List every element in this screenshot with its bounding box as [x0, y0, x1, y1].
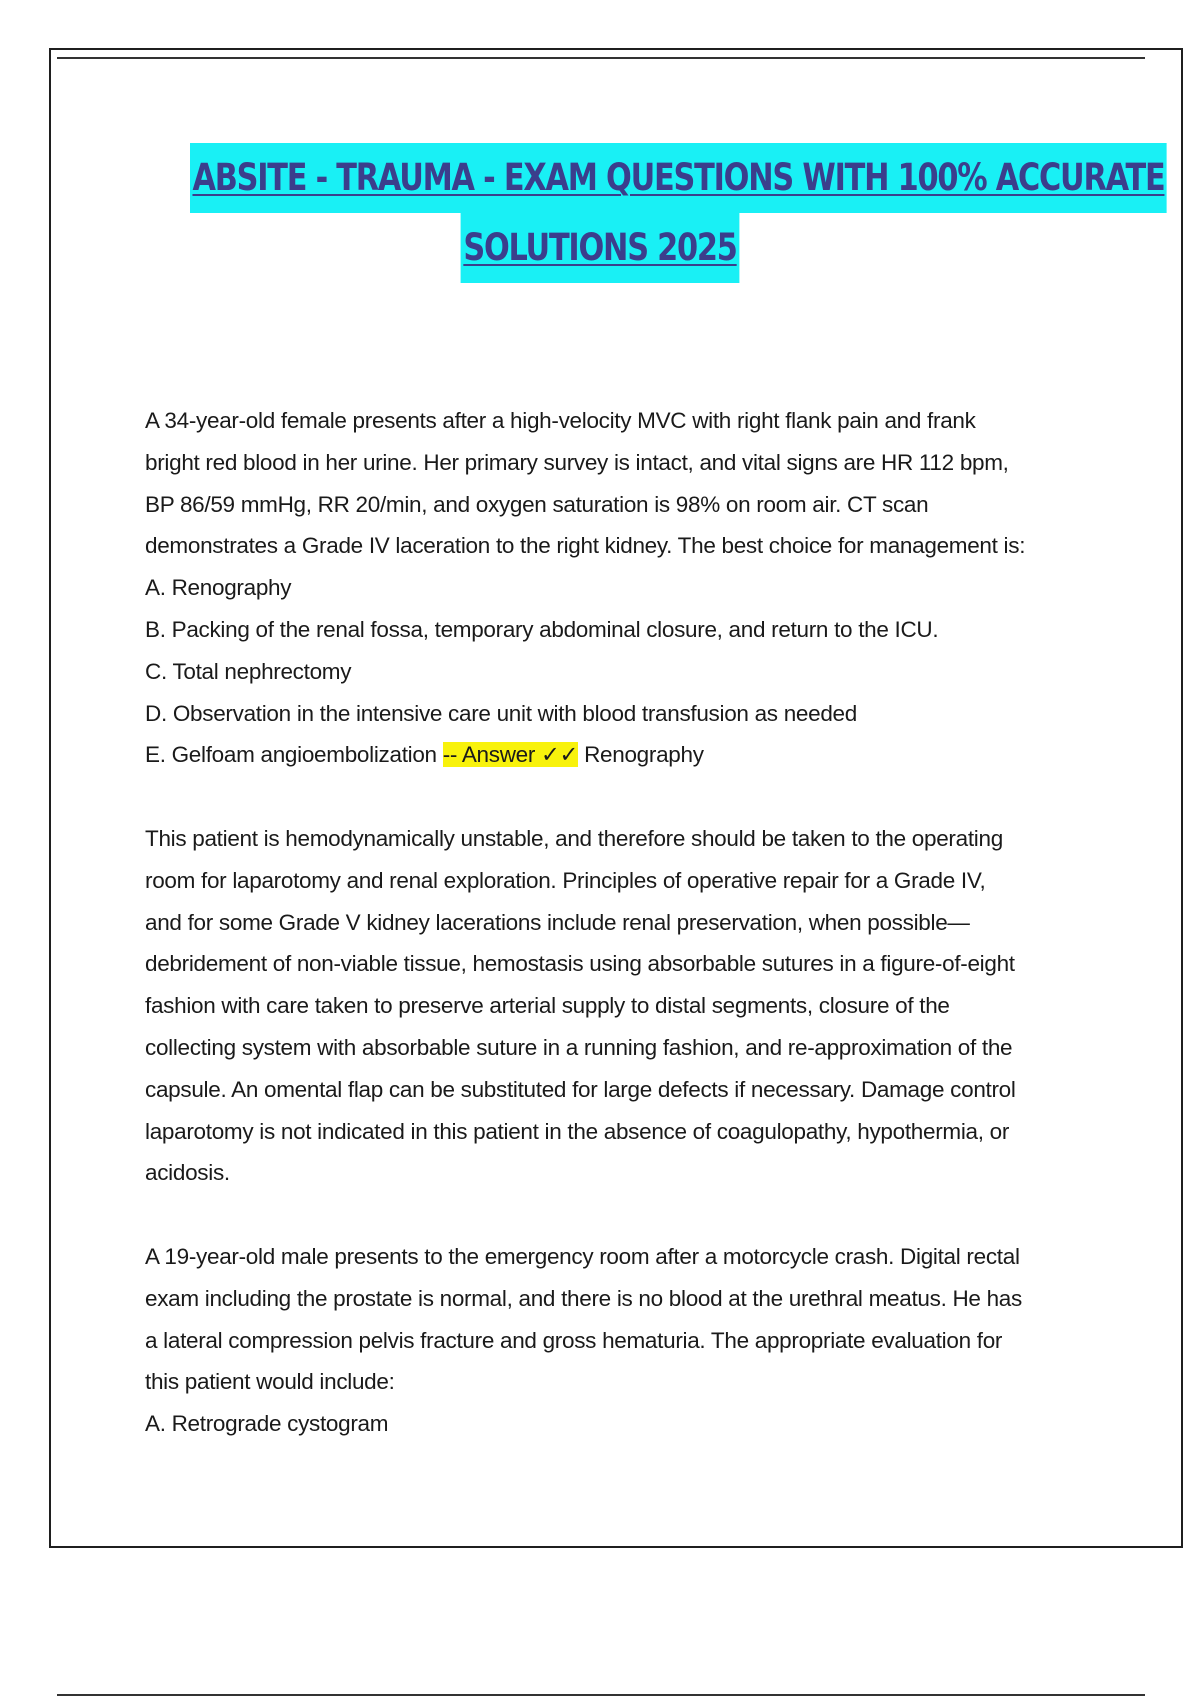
stem-line: exam including the prostate is normal, and there is no blood at the urethral meatus. He has [145, 1285, 1022, 1311]
stem-line: a lateral compression pelvis fracture and gross hematuria. The appropriate evaluation for [145, 1327, 1003, 1353]
title-line-2: SOLUTIONS 2025 [461, 213, 739, 283]
question-2-options [145, 1403, 1095, 1445]
option-b: B. Packing of the renal fossa, temporary abdominal closure, and return to the ICU. [145, 616, 939, 642]
explanation-line: laparotomy is not indicated in this patient in the absence of coagulopathy, hypothermia, or [145, 1118, 1010, 1144]
question-1-options [145, 567, 1095, 776]
bottom-rule [57, 1694, 1145, 1696]
option-e-line [145, 734, 1095, 776]
option-e: E. Gelfoam angioembolization [145, 742, 437, 768]
stem-line: bright red blood in her urine. Her primary survey is intact, and vital signs are HR 112 bpm, [145, 449, 1009, 475]
explanation-line: capsule. An omental flap can be substituted for large defects if necessary. Damage control [145, 1076, 1016, 1102]
top-rule [57, 57, 1145, 59]
answer-marker: -- Answer ✓✓ [442, 742, 579, 768]
option-c: C. Total nephrectomy [145, 658, 352, 684]
stem-line: A 34-year-old female presents after a high-velocity MVC with right flank pain and frank [145, 408, 976, 433]
stem-line: BP 86/59 mmHg, RR 20/min, and oxygen saturation is 98% on room air. CT scan [145, 491, 929, 517]
explanation-line: acidosis. [145, 1160, 230, 1186]
answer-text: Renography [584, 742, 704, 768]
document-title [190, 143, 1165, 283]
explanation-line: collecting system with absorbable suture in a running fashion, and re-approximation of the [145, 1034, 1013, 1060]
stem-line: demonstrates a Grade IV laceration to the right kidney. The best choice for management is: [145, 533, 1026, 559]
option-d: D. Observation in the intensive care unit with blood transfusion as needed [145, 700, 857, 726]
explanation-line: and for some Grade V kidney lacerations include renal preservation, when possible— [145, 909, 970, 935]
paragraph-gap [145, 1194, 1095, 1236]
question-2-stem [145, 1236, 1095, 1403]
title-line-1: ABSITE - TRAUMA - EXAM QUESTIONS WITH 100% ACCURATE [190, 143, 1167, 213]
document-body [145, 400, 1095, 1445]
option-a: A. Retrograde cystogram [145, 1411, 389, 1437]
stem-line: this patient would include: [145, 1369, 395, 1395]
question-1-explanation [145, 818, 1095, 1194]
paragraph-gap [145, 776, 1095, 818]
explanation-line: debridement of non-viable tissue, hemostasis using absorbable sutures in a figure-of-eight [145, 951, 1015, 977]
stem-line: A 19-year-old male presents to the emergency room after a motorcycle crash. Digital rectal [145, 1243, 1020, 1269]
question-1-stem [145, 400, 1095, 567]
explanation-line: This patient is hemodynamically unstable, and therefore should be taken to the operating [145, 825, 1003, 851]
option-a: A. Renography [145, 575, 292, 601]
explanation-line: fashion with care taken to preserve arterial supply to distal segments, closure of the [145, 993, 950, 1019]
explanation-line: room for laparotomy and renal exploration. Principles of operative repair for a Grade IV, [145, 867, 986, 893]
